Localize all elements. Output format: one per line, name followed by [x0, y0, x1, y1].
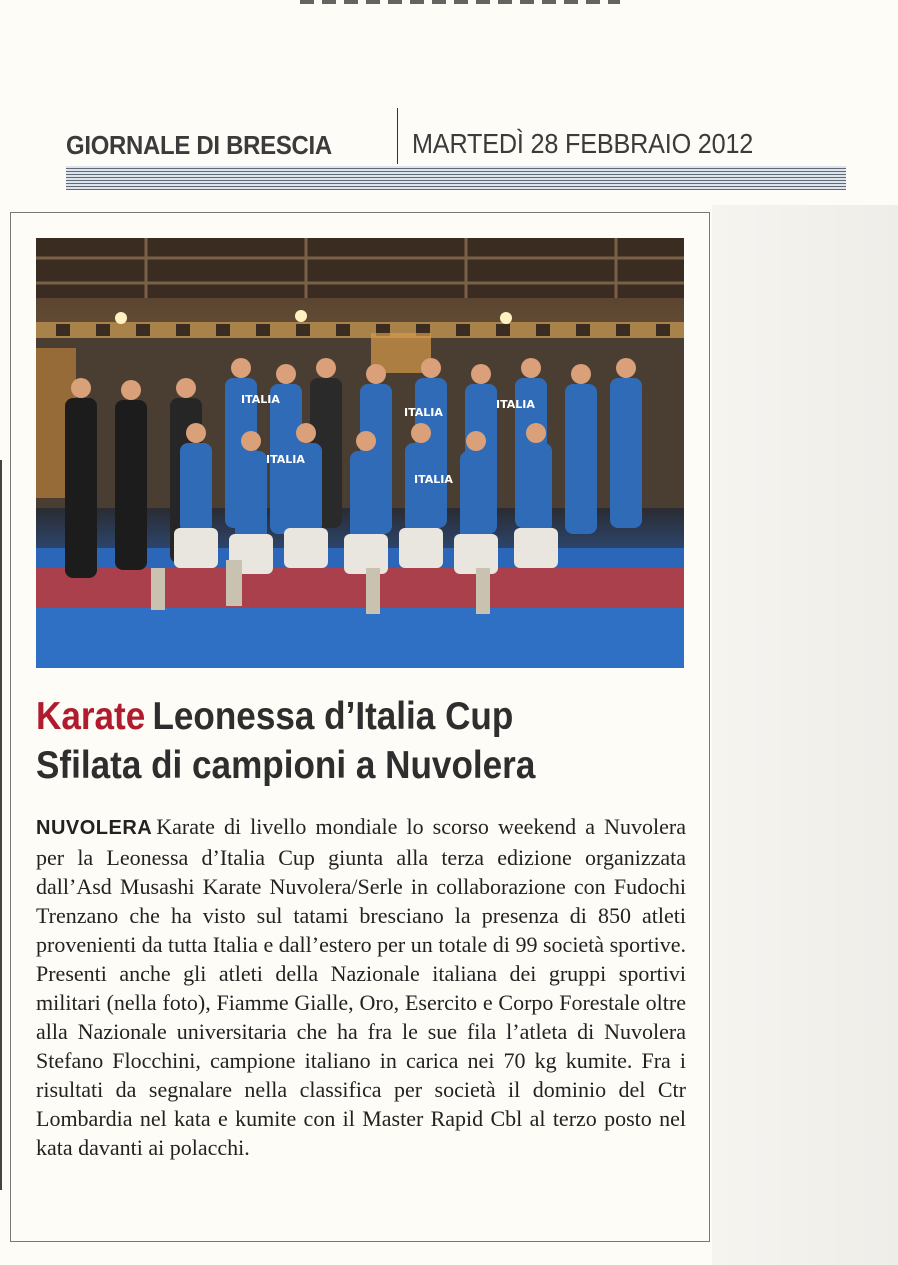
person-legs — [174, 528, 218, 568]
headline-line-1 — [36, 692, 630, 741]
ceiling — [36, 238, 684, 298]
scan-margin-line — [0, 460, 2, 1190]
person-head — [521, 358, 541, 378]
person-body — [460, 451, 492, 541]
person-body — [405, 443, 437, 533]
person-body — [350, 451, 382, 541]
article-dateline: NUVOLERA — [36, 817, 153, 839]
person-head — [231, 358, 251, 378]
hall-light — [500, 312, 512, 324]
person-legs — [514, 528, 558, 568]
hall-light — [115, 312, 127, 324]
person-body — [180, 443, 212, 533]
person-head — [186, 423, 206, 443]
trophy — [151, 568, 165, 610]
person-body — [520, 443, 552, 533]
team-photo-illustration — [36, 238, 684, 668]
masthead-rule — [66, 166, 846, 190]
headline-kicker: Karate — [36, 695, 146, 738]
headline-line-2: Sfilata di campioni a Nuvolera — [36, 744, 536, 787]
trophy — [476, 568, 490, 614]
person-head — [176, 378, 196, 398]
person-body — [565, 384, 597, 534]
shirt-print: ITALIA — [241, 393, 280, 406]
person-head — [411, 423, 431, 443]
person-body — [65, 398, 97, 578]
team-photo — [36, 238, 684, 668]
trophy — [226, 560, 242, 606]
scan-edge-marks — [300, 0, 620, 4]
article-headline — [36, 692, 630, 790]
person-head — [121, 380, 141, 400]
shirt-print: ITALIA — [404, 406, 443, 419]
adjacent-column-bleed — [712, 205, 898, 1265]
person-head — [471, 364, 491, 384]
article-text: Karate di livello mondiale lo scorso weekend a Nuvolera per la Leonessa d’Italia Cup giunta alla terza edizione organizzata dall’Asd Musashi Karate Nuvolera/Serle in collaborazione con Fudochi Trenzano che ha visto sul tatami bresciano la presenza di 850 atleti provenienti da tutta Italia e dall’estero per un totale di 99 società sportive. Presenti anche gli atleti della Nazionale italiana dei gruppi sportivi militari (nella foto), Fiamme Gialle, Oro, Esercito e Corpo Forestale oltre alla Nazionale universitaria che ha fra le sue fila l’atleta di Nuvolera Stefano Flocchini, campione italiano in carica nei 70 kg kumite. Fra i risultati da segnalare nella classifica per società il dominio del Ctr Lombardia nel kata e kumite con il Master Rapid Cbl al terzo posto nel kata davanti ai polacchi. — [36, 814, 686, 1160]
person-body — [235, 451, 267, 541]
trophy — [366, 568, 380, 614]
publication-date: MARTEDÌ 28 FEBBRAIO 2012 — [412, 128, 754, 159]
person-head — [241, 431, 261, 451]
person-head — [296, 423, 316, 443]
person-head — [616, 358, 636, 378]
person-head — [71, 378, 91, 398]
masthead-divider — [397, 108, 398, 164]
person-head — [526, 423, 546, 443]
headline-title: Leonessa d’Italia Cup — [152, 695, 514, 738]
person-head — [466, 431, 486, 451]
person-body — [115, 400, 147, 570]
person-head — [421, 358, 441, 378]
shirt-print: ITALIA — [414, 473, 453, 486]
shirt-print: ITALIA — [496, 398, 535, 411]
hall-light — [295, 310, 307, 322]
person-head — [571, 364, 591, 384]
person-legs — [284, 528, 328, 568]
person-head — [316, 358, 336, 378]
masthead — [66, 108, 846, 168]
article-body — [36, 812, 686, 1162]
person-head — [276, 364, 296, 384]
tatami-front — [36, 608, 684, 668]
person-head — [356, 431, 376, 451]
shirt-print: ITALIA — [266, 453, 305, 466]
person-legs — [399, 528, 443, 568]
person-body — [610, 378, 642, 528]
newspaper-name: GIORNALE DI BRESCIA — [66, 130, 332, 160]
person-head — [366, 364, 386, 384]
